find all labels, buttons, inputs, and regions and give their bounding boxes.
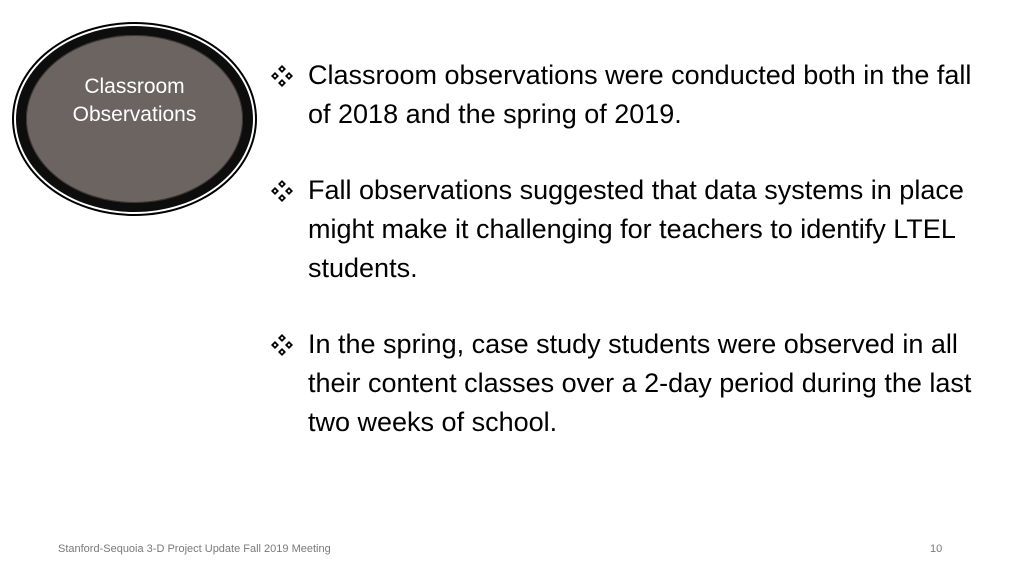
bullet-item	[270, 171, 1000, 288]
bullet-text: In the spring, case study students were observed in all their content classes over a 2-day period during the last two weeks of school.	[308, 329, 972, 437]
page-number: 10	[930, 543, 943, 555]
bullet-text: Classroom observations were conducted both in the fall of 2018 and the spring of 2019.	[308, 60, 972, 129]
four-diamond-bullet-icon	[270, 179, 294, 203]
four-diamond-bullet-icon	[270, 64, 294, 88]
bullet-list	[270, 56, 1000, 479]
bullet-item	[270, 56, 1000, 134]
bullet-text: Fall observations suggested that data systems in place might make it challenging for teachers to identify LTEL students.	[308, 175, 964, 283]
bullet-item	[270, 325, 1000, 442]
footer-text: Stanford-Sequoia 3-D Project Update Fall 2019 Meeting	[58, 543, 331, 555]
badge-label: Classroom Observations	[72, 75, 197, 126]
four-diamond-bullet-icon	[270, 333, 294, 357]
